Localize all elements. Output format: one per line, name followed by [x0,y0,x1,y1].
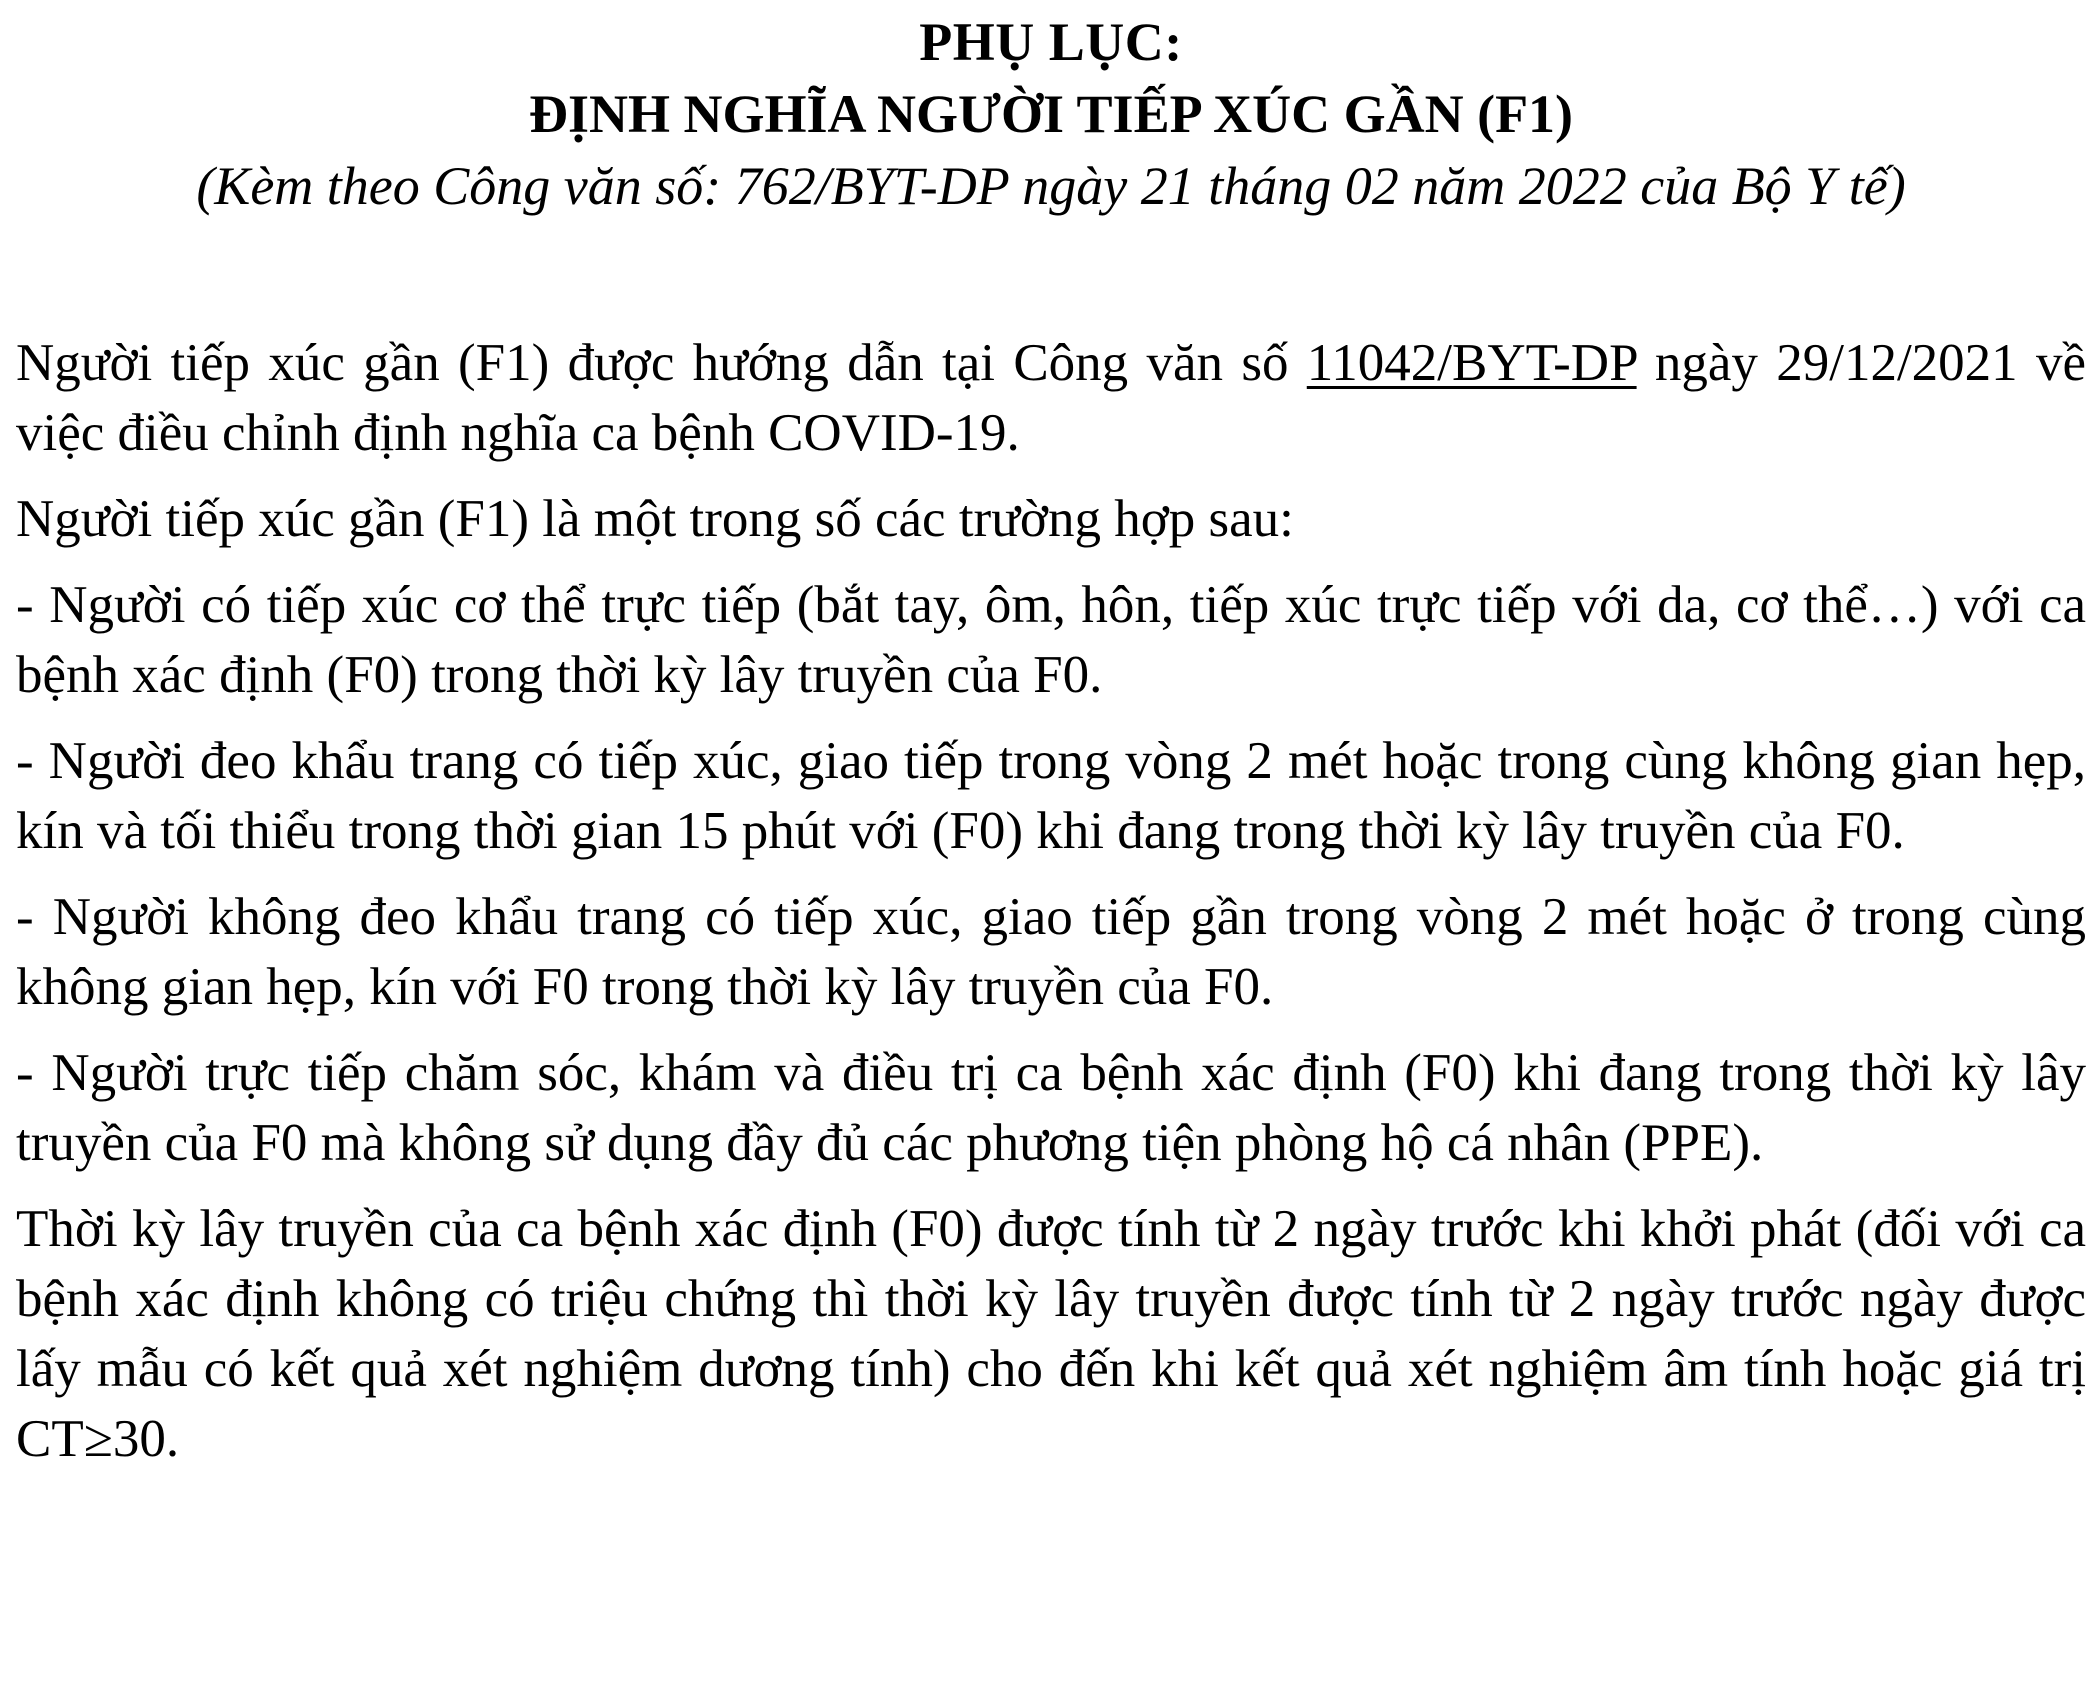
official-letter-reference: (Kèm theo Công văn số: 762/BYT-DP ngày 21 tháng 02 năm 2022 của Bộ Y tế) [196,156,1906,216]
transmission-period-paragraph: Thời kỳ lây truyền của ca bệnh xác định (F0) được tính từ 2 ngày trước khi khởi phát (đối với ca bệnh xác định không có triệu chứng thì thời kỳ lây truyền được tính từ 2 ngày trước ngày được lấy mẫu có kết quả xét nghiệm dương tính) cho đến khi kết quả xét nghiệm âm tính hoặc giá trị CT≥30. [16,1200,2086,1468]
intro-text-start: Người tiếp xúc gần (F1) được hướng dẫn tại Công văn số [16,334,1307,392]
intro-paragraph [16,328,2086,468]
definition-heading: ĐỊNH NGHĨA NGƯỜI TIẾP XÚC GẦN (F1) [528,84,1574,144]
official-letter-link[interactable]: 11042/BYT-DP [1306,334,1637,392]
document-header [16,0,2086,222]
case-item-unmasked-contact: - Người không đeo khẩu trang có tiếp xúc, giao tiếp gần trong vòng 2 mét hoặc ở trong cùng không gian hẹp, kín với F0 trong thời kỳ lây truyền của F0. [16,888,2086,1016]
case-item-care-without-ppe: - Người trực tiếp chăm sóc, khám và điều trị ca bệnh xác định (F0) khi đang trong thời kỳ lây truyền của F0 mà không sử dụng đầy đủ các phương tiện phòng hộ cá nhân (PPE). [16,1044,2086,1172]
case-item-masked-contact: - Người đeo khẩu trang có tiếp xúc, giao tiếp trong vòng 2 mét hoặc trong cùng không gian hẹp, kín và tối thiểu trong thời gian 15 phút với (F0) khi đang trong thời kỳ lây truyền của F0. [16,732,2086,860]
lead-paragraph: Người tiếp xúc gần (F1) là một trong số các trường hợp sau: [16,490,1294,548]
case-item-physical-contact: - Người có tiếp xúc cơ thể trực tiếp (bắt tay, ôm, hôn, tiếp xúc trực tiếp với da, cơ thể…) với ca bệnh xác định (F0) trong thời kỳ lây truyền của F0. [16,576,2086,704]
intro-text-end: ngày 29/12/2021 về việc điều chỉnh định nghĩa ca bệnh COVID-19. [16,334,2087,462]
appendix-title: PHỤ LỤC: [919,12,1183,72]
document-body [16,328,2086,1474]
